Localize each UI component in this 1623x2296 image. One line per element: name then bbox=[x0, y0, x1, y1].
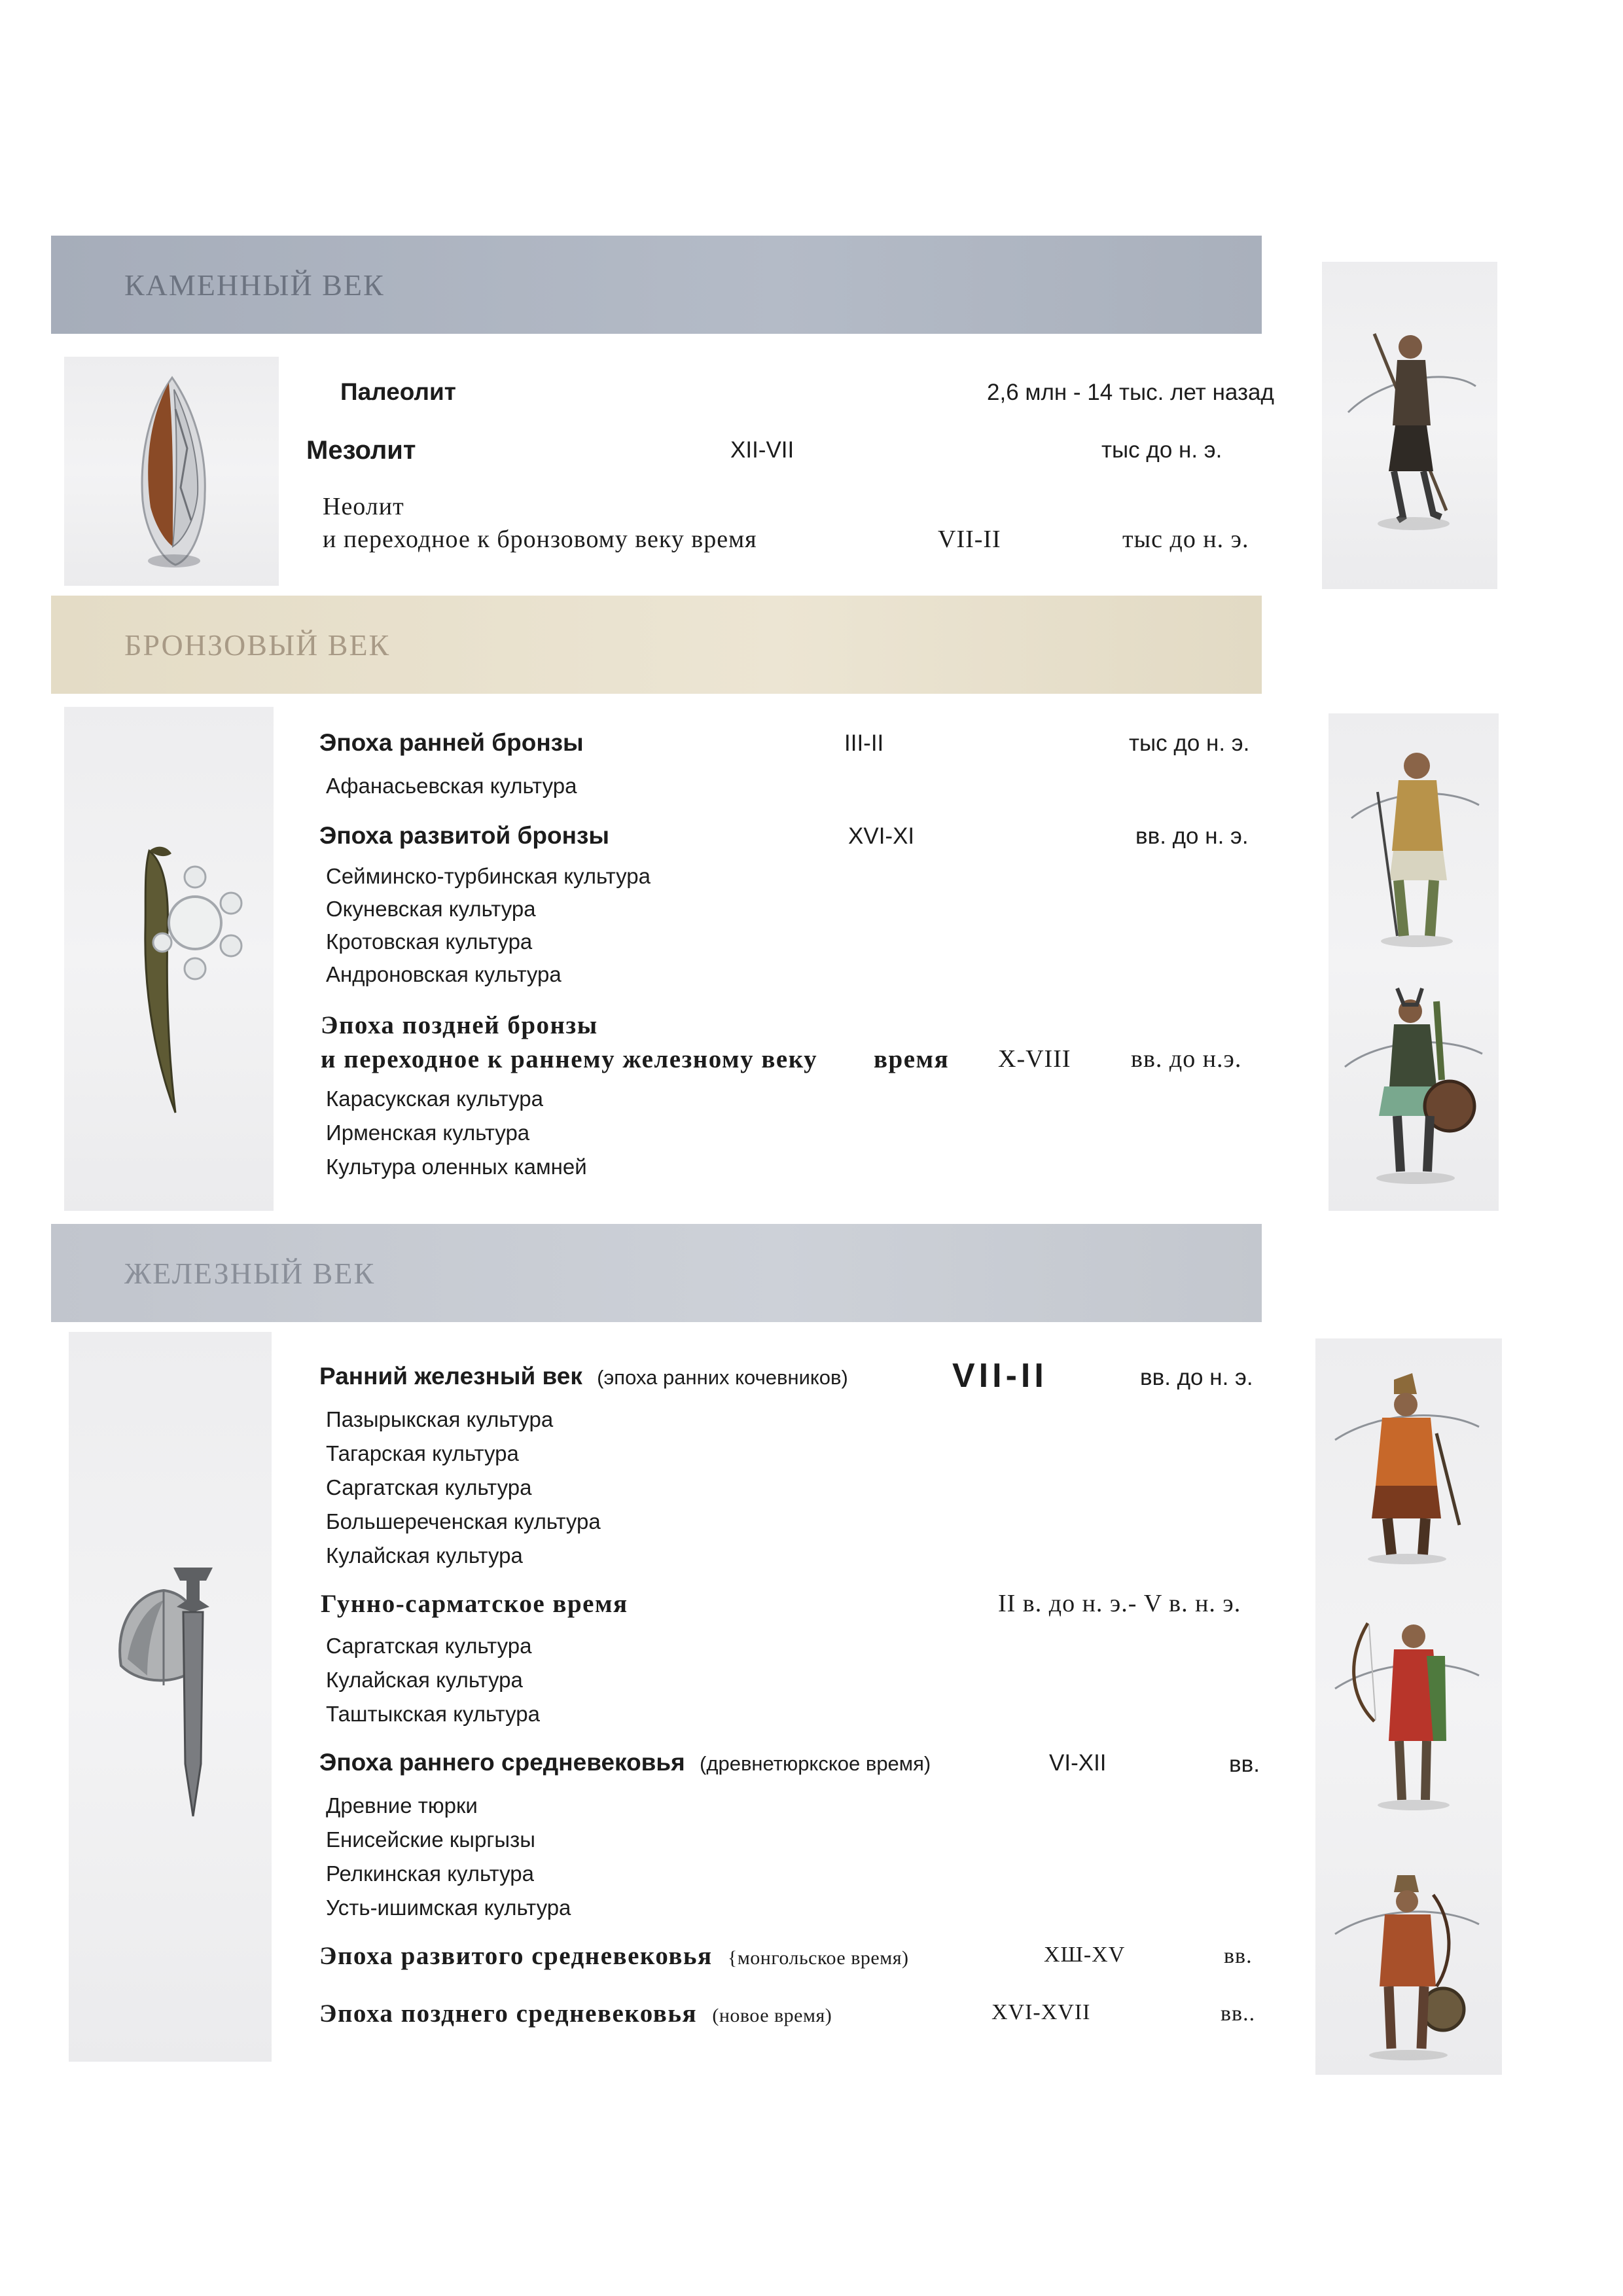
period-late-medieval-name bbox=[319, 1999, 832, 2028]
culture-karasuk: Карасукская культура bbox=[326, 1086, 543, 1111]
iron-age-header bbox=[51, 1224, 1262, 1322]
bronze-warriors-panel bbox=[1329, 713, 1499, 1211]
culture-tashtyk: Таштыкская культура bbox=[326, 1702, 540, 1726]
bronze-axe-icon bbox=[103, 838, 247, 1132]
culture-ust-ishim: Усть-ишимская культура bbox=[326, 1895, 571, 1920]
period-neolithic-unit: тыс до н. э. bbox=[1122, 526, 1249, 553]
period-developed-medieval-name bbox=[319, 1941, 908, 1971]
period-early-medieval-title: Эпоха раннего средневековья bbox=[319, 1749, 685, 1776]
period-early-medieval-unit: вв. bbox=[1229, 1751, 1260, 1777]
early-iron-warrior-icon bbox=[1329, 1368, 1486, 1564]
culture-andronovo: Андроновская культура bbox=[326, 962, 562, 986]
culture-krotovo: Кротовская культура bbox=[326, 929, 533, 954]
period-neolithic-date: VII-II bbox=[938, 526, 1001, 553]
period-developed-medieval-title: Эпоха развитого средневековья bbox=[319, 1942, 713, 1970]
culture-afanasievo: Афанасьевская культура bbox=[326, 774, 577, 798]
hunnic-archer-icon bbox=[1329, 1610, 1486, 1813]
iron-helmet-dagger-icon bbox=[101, 1554, 245, 1842]
iron-warriors-panel bbox=[1315, 1338, 1502, 2075]
culture-kulai-2: Кулайская культура bbox=[326, 1668, 523, 1692]
period-late-bronze-unit: вв. до н.э. bbox=[1131, 1045, 1242, 1073]
stone-tool-panel bbox=[64, 357, 279, 586]
period-late-medieval-title: Эпоха позднего средневековья bbox=[319, 2000, 698, 2028]
period-mesolithic-date: XII-VII bbox=[730, 437, 794, 463]
bronze-artifact-panel bbox=[64, 707, 274, 1211]
period-early-iron-date: VII-II bbox=[952, 1357, 1048, 1395]
period-developed-medieval-unit: вв. bbox=[1224, 1944, 1253, 1968]
period-early-iron-note: (эпоха ранних кочевников) bbox=[597, 1366, 848, 1389]
period-early-bronze-name: Эпоха ранней бронзы bbox=[319, 729, 584, 756]
period-early-iron-unit: вв. до н. э. bbox=[1140, 1365, 1253, 1390]
culture-okunev: Окуневская культура bbox=[326, 897, 536, 921]
period-neolithic-name-line2: и переходное к бронзовому веку время bbox=[323, 526, 757, 553]
period-late-medieval-date: XVI-XVII bbox=[991, 2000, 1091, 2024]
culture-relka: Релкинская культура bbox=[326, 1861, 534, 1886]
culture-tagar: Тагарская культура bbox=[326, 1441, 519, 1465]
period-neolithic-name: Неолит bbox=[323, 493, 404, 520]
period-developed-bronze-unit: вв. до н. э. bbox=[1135, 823, 1249, 849]
culture-ancient-turks: Древние тюрки bbox=[326, 1793, 478, 1818]
period-early-iron-title: Ранний железный век bbox=[319, 1363, 582, 1390]
culture-bolsherechensk: Большереченская культура bbox=[326, 1509, 601, 1534]
culture-seima-turbino: Сейминско-турбинская культура bbox=[326, 864, 651, 888]
period-late-medieval-note: (новое время) bbox=[712, 2005, 832, 2026]
period-developed-bronze-date: XVI-XI bbox=[848, 823, 915, 849]
stone-age-title: КАМЕННЫЙ ВЕК bbox=[124, 268, 385, 302]
culture-deer-stones: Культура оленных камней bbox=[326, 1155, 587, 1179]
period-early-medieval-date: VI-XII bbox=[1049, 1750, 1107, 1776]
period-developed-medieval-note: {монгольское время) bbox=[727, 1947, 909, 1969]
culture-pazyryk: Пазырыкская культура bbox=[326, 1407, 554, 1431]
period-paleolithic-date: 2,6 млн - 14 тыс. лет назад bbox=[987, 380, 1274, 405]
period-early-medieval-note: (древнетюркское время) bbox=[700, 1752, 931, 1775]
culture-kulai: Кулайская культура bbox=[326, 1543, 523, 1568]
culture-sargat-2: Саргатская культура bbox=[326, 1634, 532, 1658]
period-late-bronze-name-extra: время bbox=[874, 1045, 950, 1073]
period-late-bronze-name: Эпоха поздней бронзы bbox=[321, 1011, 598, 1039]
period-late-bronze-date: X-VIII bbox=[998, 1045, 1071, 1073]
late-bronze-warrior-icon bbox=[1338, 975, 1489, 1191]
stone-age-header bbox=[51, 236, 1262, 334]
iron-age-title: ЖЕЛЕЗНЫЙ ВЕК bbox=[124, 1256, 376, 1290]
period-late-bronze-name-line2: и переходное к раннему железному веку bbox=[321, 1045, 818, 1073]
period-late-medieval-unit: вв.. bbox=[1221, 2001, 1256, 2026]
period-early-medieval-name bbox=[319, 1749, 931, 1776]
period-mesolithic-name: Мезолит bbox=[306, 436, 416, 465]
period-hunno-sarmatian-name: Гунно-сарматское время bbox=[321, 1590, 628, 1618]
period-mesolithic-unit: тыс до н. э. bbox=[1101, 437, 1222, 463]
period-paleolithic-name: Палеолит bbox=[340, 378, 456, 405]
bronze-age-title: БРОНЗОВЫЙ ВЕК bbox=[124, 628, 391, 662]
culture-irmen: Ирменская культура bbox=[326, 1121, 530, 1145]
culture-yenisei-kyrgyz: Енисейские кыргызы bbox=[326, 1827, 535, 1852]
period-early-bronze-date: III-II bbox=[844, 730, 884, 756]
period-developed-bronze-name: Эпоха развитой бронзы bbox=[319, 822, 609, 849]
stone-warrior-panel bbox=[1322, 262, 1497, 589]
period-hunno-sarmatian-date: II в. до н. э.- V в. н. э. bbox=[998, 1590, 1241, 1617]
period-developed-medieval-date: XШ-XV bbox=[1044, 1943, 1126, 1967]
stone-arrowhead-icon bbox=[110, 370, 234, 573]
iron-artifact-panel bbox=[69, 1332, 272, 2062]
culture-sargat: Саргатская культура bbox=[326, 1475, 532, 1499]
period-early-iron-name bbox=[319, 1363, 848, 1390]
bronze-warrior-icon bbox=[1338, 740, 1489, 949]
bronze-age-header bbox=[51, 596, 1262, 694]
period-early-bronze-unit: тыс до н. э. bbox=[1129, 730, 1250, 756]
medieval-warrior-icon bbox=[1329, 1869, 1486, 2065]
stone-age-warrior-icon bbox=[1335, 295, 1486, 556]
